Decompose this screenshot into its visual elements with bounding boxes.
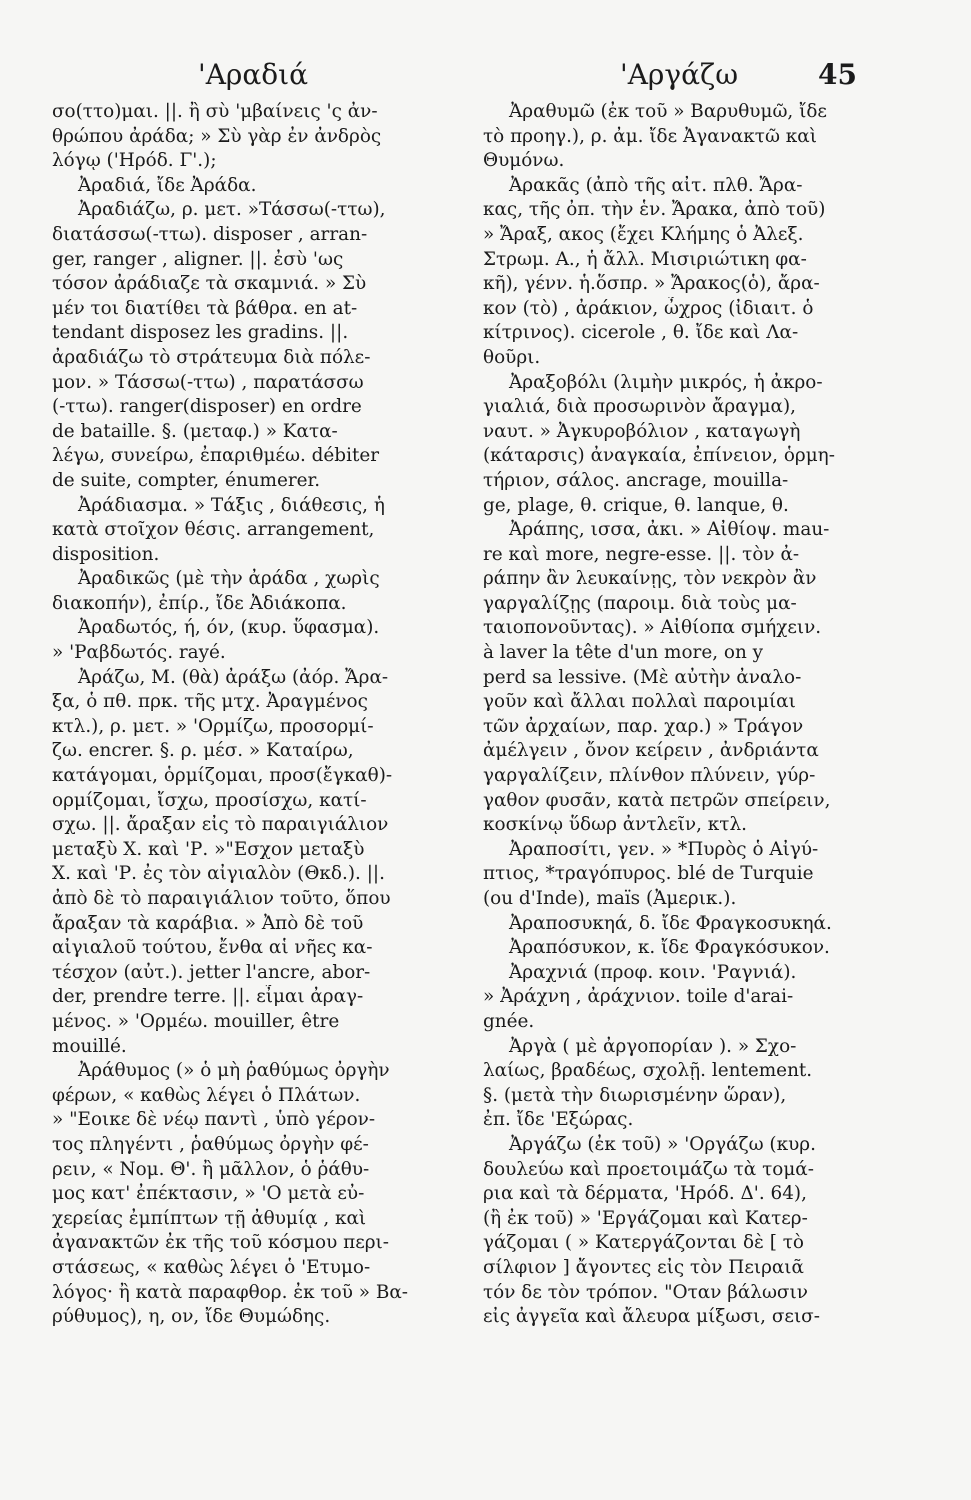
text-line: μον. » Τάσσω(-ττω) , παρατάσσω xyxy=(52,371,364,393)
running-head-right: 'Αργάζω xyxy=(620,58,739,91)
text-line: Ἀραδικῶς (μὲ τὴν ἀράδα , χωρὶς xyxy=(78,568,380,590)
text-line: der, prendre terre. ||. εἶμαι ἀραγ- xyxy=(52,986,364,1008)
text-line: διατάσσω(-ττω). disposer , arran- xyxy=(52,223,368,245)
text-line: perd sa lessive. (Μὲ αὐτὴν ἀναλο- xyxy=(483,666,802,688)
text-line: μένος. » 'Ορμέω. mouiller, être xyxy=(52,1010,340,1032)
text-line: τὸ προηγ.), ρ. ἀμ. ἴδε Ἀγανακτῶ καὶ xyxy=(483,125,817,147)
text-line: τόν δε τὸν τρόπον. "Οταν βάλωσιν xyxy=(483,1281,808,1303)
text-line: μεταξὺ Χ. καὶ 'Ρ. »"Εσχον μεταξὺ xyxy=(52,838,365,860)
text-line: Ἀραδιάζω, ρ. μετ. »Τάσσω(-ττω), xyxy=(78,199,386,221)
text-line: κον (τὸ) , ἀράκιον, ὦχρος (ἰδιαιτ. ὁ xyxy=(483,297,814,319)
text-line: re καὶ more, negre-esse. ||. τὸν ἀ- xyxy=(483,543,800,565)
text-line: Ἀραδιά, ἴδε Ἀράδα. xyxy=(78,174,257,196)
text-line: de bataille. §. (μεταφ.) » Κατα- xyxy=(52,420,338,442)
text-line: Ἀραποσίτι, γεν. » *Πυρὸς ὁ Αἰγύ- xyxy=(509,838,819,860)
text-line: κοσκίνῳ ὕδωρ ἀντλεῖν, κτλ. xyxy=(483,814,747,836)
text-line: σίλφιον ] ἄγοντες εἰς τὸν Πειραιᾶ xyxy=(483,1256,804,1278)
text-line: ταιοπονοῦντας). » Αἰθίοπα σμήχειν. xyxy=(483,617,822,639)
text-line: ρειν, « Νομ. Θ'. ἢ μᾶλλον, ὁ ῥάθυ- xyxy=(52,1158,370,1180)
text-line: διακοπήν), ἐπίρ., ἴδε Ἀδιάκοπα. xyxy=(52,592,347,614)
text-line: Ἀράδιασμα. » Τάξις , διάθεσις, ἡ xyxy=(78,494,385,516)
text-line: εἰς ἀγγεῖα καὶ ἄλευρα μίξωσι, σεισ- xyxy=(483,1306,820,1328)
text-line: mouillé. xyxy=(52,1035,127,1057)
text-line: ger, ranger , aligner. ||. ἐσὺ 'ως xyxy=(52,248,344,270)
text-line: (κάταρσις) ἀναγκαία, ἐπίνειον, ὁρμη- xyxy=(483,445,835,467)
text-line: σο(ττο)μαι. ||. ἢ σὺ 'μβαίνεις 'ς ἀν- xyxy=(52,101,378,122)
text-line: κίτρινος). cicerole , θ. ἴδε καὶ Λα- xyxy=(483,322,799,344)
text-line: κας, τῆς ὀπ. τὴν ἑν. Ἄρακα, ἀπὸ τοῦ) xyxy=(483,199,826,221)
text-line: à laver la tête d'un more, on y xyxy=(483,642,764,664)
text-line: Ἀραπόσυκον, κ. ἴδε Φραγκόσυκον. xyxy=(509,937,830,959)
text-line: τος πληγέντι , ῥαθύμως ὀργὴν φέ- xyxy=(52,1133,369,1155)
text-line: μέν τοι διατίθει τὰ βάθρα. en at- xyxy=(52,297,358,319)
text-line: » 'Ραβδωτός. rayé. xyxy=(52,642,226,664)
running-head-left: 'Αραδιά xyxy=(198,58,309,91)
text-line: θρώπου ἀράδα; » Σὺ γὰρ ἐν ἀνδρὸς xyxy=(52,125,382,147)
text-line: γιαλιά, διὰ προσωρινὸν ἄραγμα), xyxy=(483,396,796,418)
text-line: Ἀρακᾶς (ἀπὸ τῆς αἰτ. πλθ. Ἄρα- xyxy=(509,174,803,196)
text-line: » Ἀράχνη , ἀράχνιον. toile d'arai- xyxy=(483,986,794,1008)
text-line: Ἀράζω, Μ. (θὰ) ἀράξω (ἀόρ. Ἄρα- xyxy=(78,666,389,688)
text-line: λόγῳ ('Ηρόδ. Γ'.); xyxy=(52,150,217,172)
text-line: gnée. xyxy=(483,1010,535,1032)
text-line: γαργαλίζειν, πλίνθον πλύνειν, γύρ- xyxy=(483,765,816,787)
text-line: » Ἄραξ, ακος (ἔχει Κλήμης ὁ Ἀλεξ. xyxy=(483,223,804,245)
text-line: §. (μετὰ τὴν διωρισμένην ὥραν), xyxy=(483,1084,787,1106)
text-line: Ἀραδωτός, ή, όν, (κυρ. ὕφασμα). xyxy=(78,617,380,639)
text-line: θοῦρι. xyxy=(483,346,541,368)
text-line: ξα, ὁ πθ. πρκ. τῆς μτχ. Ἀραγμένος xyxy=(52,691,368,713)
text-line: ἀγανακτῶν ἐκ τῆς τοῦ κόσμου περι- xyxy=(52,1232,389,1254)
text-line: Ἀργάζω (ἐκ τοῦ) » 'Οργάζω (κυρ. xyxy=(509,1133,816,1155)
text-line: Ἀραχνιά (προφ. κοιν. 'Ραγνιά). xyxy=(509,961,797,983)
right-column xyxy=(483,100,895,1330)
text-line: τόσον ἀράδιαζε τὰ σκαμνιά. » Σὺ xyxy=(52,273,367,295)
text-line: ge, plage, θ. crique, θ. lanque, θ. xyxy=(483,494,789,516)
text-line: (ou d'Inde), maïs (Ἀμερικ.). xyxy=(483,888,737,909)
text-line: Χ. καὶ 'Ρ. ἐς τὸν αἰγιαλὸν (Θκδ.). ||. xyxy=(52,863,385,885)
text-line: tendant disposez les gradins. ||. xyxy=(52,322,349,344)
text-line: φέρων, « καθὼς λέγει ὁ Πλάτων. xyxy=(52,1084,361,1106)
text-line: λέγω, συνείρω, ἐπαριθμέω. débiter xyxy=(52,445,380,467)
text-line: κατὰ στοῖχον θέσις. arrangement, xyxy=(52,519,375,541)
text-line: disposition. xyxy=(52,543,160,565)
text-line: (ἢ ἐκ τοῦ) » 'Εργάζομαι καὶ Κατερ- xyxy=(483,1207,808,1229)
page-number: 45 xyxy=(818,58,857,91)
text-line: Ἀράθυμος (» ὁ μὴ ῥαθύμως ὀργὴν xyxy=(78,1060,390,1082)
text-line: κτλ.), ρ. μετ. » 'Ορμίζω, προσορμί- xyxy=(52,715,374,737)
text-line: μος κατ' ἐπέκτασιν, » 'Ο μετὰ εὐ- xyxy=(52,1183,365,1205)
text-line: ζω. encrer. §. ρ. μέσ. » Καταίρω, xyxy=(52,740,354,762)
text-line: ἀραδιάζω τὸ στράτευμα διὰ πόλε- xyxy=(52,346,371,368)
text-line: ορμίζομαι, ἴσχω, προσίσχω, κατί- xyxy=(52,789,367,811)
text-line: ἀμέλγειν , ὄνον κείρειν , ἀνδριάντα xyxy=(483,740,819,762)
left-column xyxy=(52,100,464,1330)
text-line: ἄραξαν τὰ καράβια. » Ἀπὸ δὲ τοῦ xyxy=(52,912,364,934)
text-line: (-ττω). ranger(disposer) en ordre xyxy=(52,396,362,418)
text-line: αἰγιαλοῦ τούτου, ἔνθα αἱ νῆες κα- xyxy=(52,937,373,959)
text-line: Ἀραποσυκηά, δ. ἴδε Φραγκοσυκηά. xyxy=(509,912,832,934)
text-line: ράπην ἂν λευκαίνῃς, τὸν νεκρὸν ἂν xyxy=(483,568,817,590)
text-line: ρύθυμος), η, ον, ἴδε Θυμώδης. xyxy=(52,1306,331,1328)
text-line: ἀπὸ δὲ τὸ παραιγιάλιον τοῦτο, ὅπου xyxy=(52,888,391,909)
text-line: Ἀράπης, ισσα, ἀκι. » Αἰθίοψ. mau- xyxy=(509,519,830,541)
text-line: κῆ), γένν. ἡ.ὅσπρ. » Ἄρακος(ὁ), ἄρα- xyxy=(483,273,820,295)
text-line: πτιος, *τραγόπυρος. blé de Turquie xyxy=(483,863,814,885)
text-line: Ἀργὰ ( μὲ ἀργοπορίαν ). » Σχο- xyxy=(509,1035,797,1057)
text-line: Ἀραθυμῶ (ἐκ τοῦ » Βαρυθυμῶ, ἴδε xyxy=(509,101,827,122)
text-line: ἐπ. ἴδε 'Εξώρας. xyxy=(483,1109,634,1131)
text-line: τήριον, σάλος. ancrage, mouilla- xyxy=(483,469,789,491)
text-line: Θυμόνω. xyxy=(483,150,565,172)
text-line: Ἀραξοβόλι (λιμὴν μικρός, ἡ ἀκρο- xyxy=(509,371,823,393)
text-line: κατάγομαι, ὁρμίζομαι, προσ(ἔγκαθ)- xyxy=(52,765,393,787)
text-line: ρια καὶ τὰ δέρματα, 'Ηρόδ. Δ'. 64), xyxy=(483,1183,807,1205)
text-line: λαίως, βραδέως, σχολῇ. lentement. xyxy=(483,1060,813,1082)
text-line: τέσχον (αὐτ.). jetter l'ancre, abor- xyxy=(52,961,371,983)
text-line: γοῦν καὶ ἄλλαι πολλαὶ παροιμίαι xyxy=(483,691,796,713)
text-line: γαθον φυσᾶν, κατὰ πετρῶν σπείρειν, xyxy=(483,789,831,811)
text-line: de suite, compter, énumerer. xyxy=(52,469,321,491)
text-line: χερείας ἐμπίπτων τῇ ἀθυμίᾳ , καὶ xyxy=(52,1207,367,1229)
text-line: Στρωμ. Α., ἡ ἄλλ. Μισιριώτικη φα- xyxy=(483,248,807,270)
text-line: στάσεως, « καθὼς λέγει ὁ 'Ετυμο- xyxy=(52,1256,371,1278)
text-line: ναυτ. » Ἀγκυροβόλιον , καταγωγὴ xyxy=(483,420,801,442)
text-line: γαργαλίζῃς (παροιμ. διὰ τοὺς μα- xyxy=(483,592,797,614)
text-line: σχω. ||. ἄραξαν εἰς τὸ παραιγιάλιον xyxy=(52,814,389,836)
text-line: δουλεύω καὶ προετοιμάζω τὰ τομά- xyxy=(483,1158,814,1180)
text-line: γάζομαι ( » Κατεργάζονται δὲ [ τὸ xyxy=(483,1232,805,1254)
text-line: λόγος· ἢ κατὰ παραφθορ. ἐκ τοῦ » Βα- xyxy=(52,1281,408,1303)
text-line: » "Εοικε δὲ νέῳ παντὶ , ὑπὸ γέρον- xyxy=(52,1109,376,1131)
text-line: τῶν ἀρχαίων, παρ. χαρ.) » Τράγον xyxy=(483,715,804,737)
